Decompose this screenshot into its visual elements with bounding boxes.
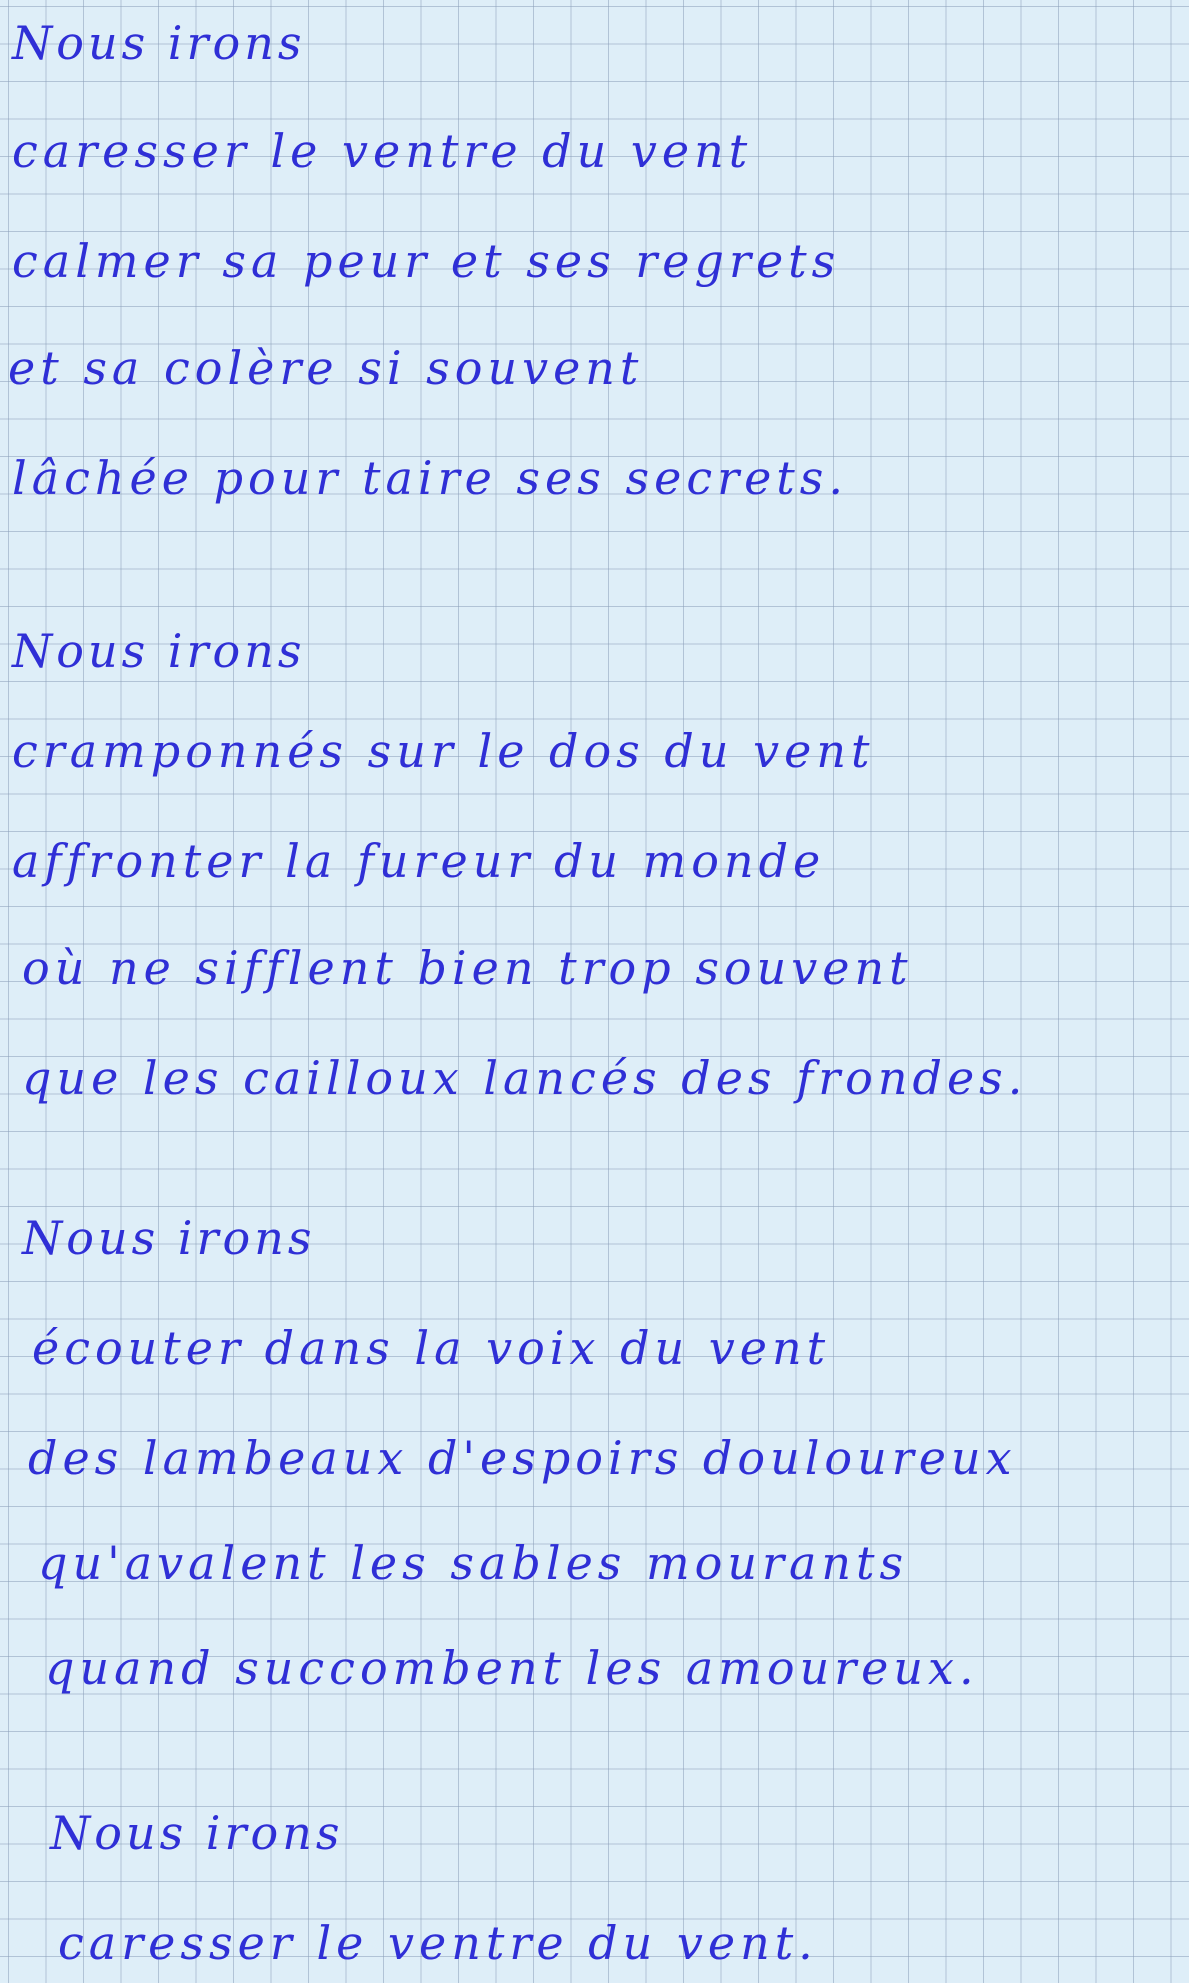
poem-line: qu'avalent les sables mourants	[38, 1536, 909, 1590]
poem-line: lâchée pour taire ses secrets.	[12, 451, 849, 505]
poem-line: affronter la fureur du monde	[12, 834, 826, 888]
poem-line: caresser le ventre du vent	[12, 124, 753, 178]
poem-line: Nous irons	[22, 1211, 316, 1265]
poem-line: calmer sa peur et ses regrets	[12, 234, 841, 288]
poem-line: où ne sifflent bien trop souvent	[22, 941, 913, 995]
poem-line: que les cailloux lancés des frondes.	[22, 1051, 1028, 1105]
poem-line: des lambeaux d'espoirs douloureux	[28, 1431, 1017, 1485]
poem-line: cramponnés sur le dos du vent	[12, 724, 875, 778]
poem-line: Nous irons	[12, 16, 306, 70]
poem-line: Nous irons	[12, 624, 306, 678]
poem-line: et sa colère si souvent	[8, 341, 644, 395]
poem-line: caresser le ventre du vent.	[58, 1916, 818, 1970]
poem-line: Nous irons	[50, 1806, 344, 1860]
poem-line: écouter dans la voix du vent	[32, 1321, 831, 1375]
poem-line: quand succombent les amoureux.	[45, 1641, 979, 1695]
